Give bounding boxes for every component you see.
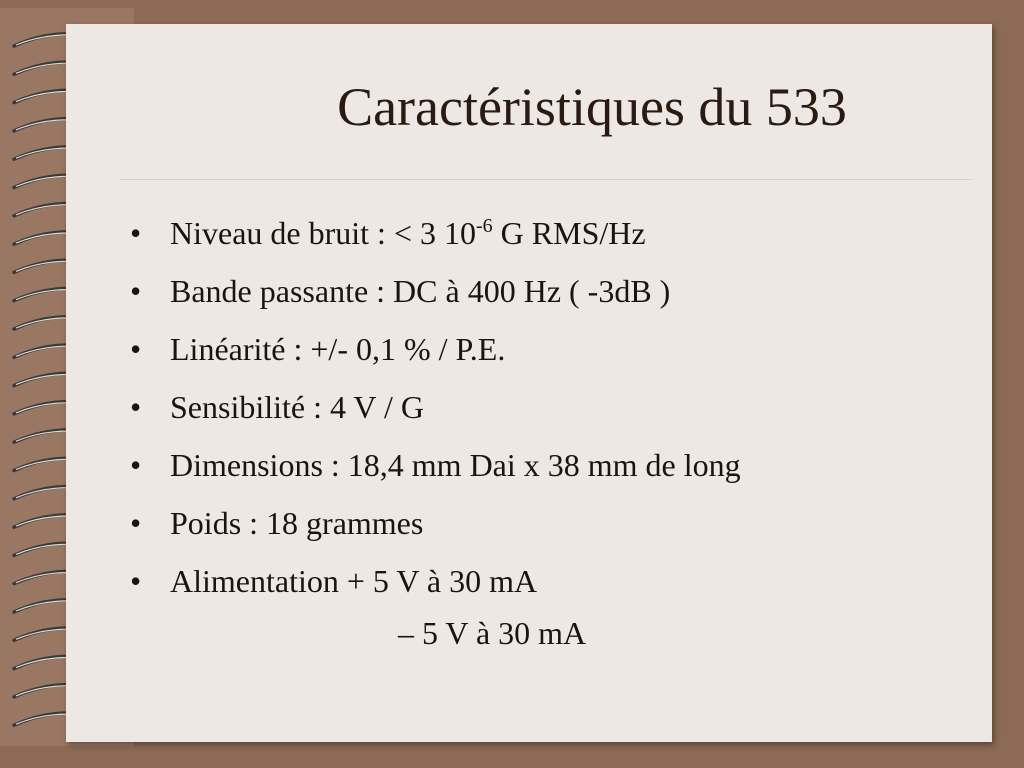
noise-level-text: Niveau de bruit : < 3 10 <box>170 215 476 251</box>
list-item <box>130 320 741 378</box>
power-supply-text: Alimentation + 5 V à 30 mA <box>170 563 538 599</box>
sensitivity-text: Sensibilité : 4 V / G <box>170 389 424 425</box>
noise-unit: G RMS/Hz <box>492 215 646 251</box>
title-divider <box>120 179 972 180</box>
linearity-text: Linéarité : +/- 0,1 % / P.E. <box>170 331 506 367</box>
power-supply-continuation: – 5 V à 30 mA <box>398 615 587 651</box>
bullet-icon: • <box>130 273 142 309</box>
bullet-icon: • <box>130 505 142 541</box>
bullet-icon: • <box>130 389 142 425</box>
list-item <box>130 494 741 552</box>
dimensions-text: Dimensions : 18,4 mm Dai x 38 mm de long <box>170 447 741 483</box>
bullet-icon: • <box>130 563 142 599</box>
bullet-icon: • <box>130 447 142 483</box>
list-item <box>130 552 741 610</box>
list-item <box>130 378 741 436</box>
noise-exponent: -6 <box>475 215 493 237</box>
list-item <box>130 262 741 320</box>
slide-title: Caractéristiques du 533 <box>337 77 847 137</box>
bandwidth-text: Bande passante : DC à 400 Hz ( -3dB ) <box>170 273 671 309</box>
list-item <box>130 436 741 494</box>
bullet-list <box>130 204 741 610</box>
bullet-icon: • <box>130 331 142 367</box>
weight-text: Poids : 18 grammes <box>170 505 424 541</box>
bullet-icon: • <box>130 215 142 251</box>
list-item <box>130 204 741 262</box>
